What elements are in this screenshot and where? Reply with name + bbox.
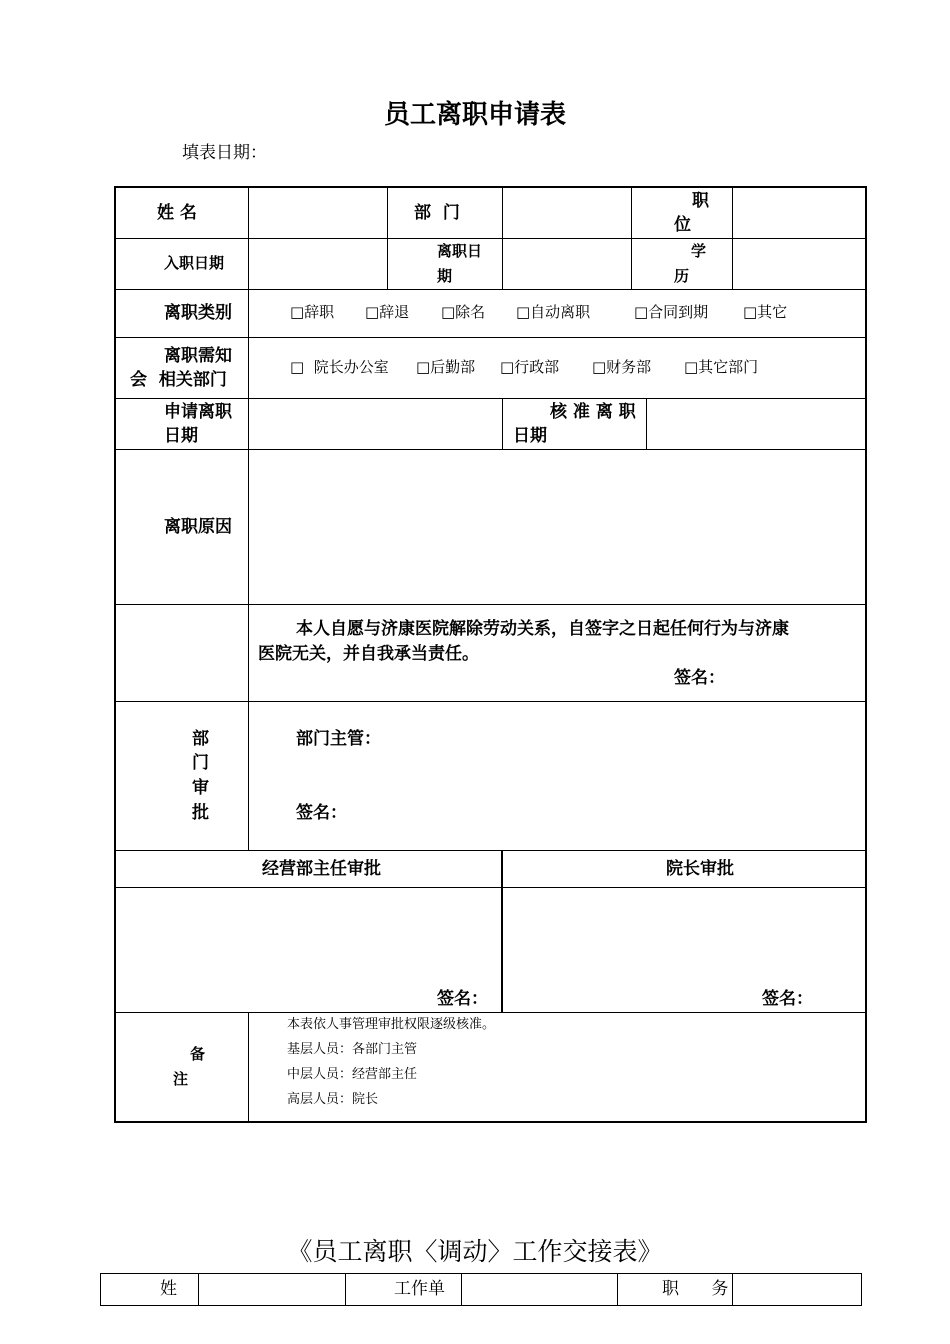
education-field[interactable] bbox=[738, 246, 860, 282]
notify-president-office-checkbox[interactable]: □ 院长办公室 bbox=[290, 358, 389, 376]
handover-form-title: 《员工离职〈调动〉工作交接表》 bbox=[287, 1237, 663, 1266]
row-divider bbox=[115, 238, 866, 239]
leave-type-expelled-checkbox[interactable]: □除名 bbox=[441, 303, 486, 321]
approve-date-label: 核 准 离 职 bbox=[550, 402, 636, 422]
column-divider bbox=[248, 187, 249, 450]
apply-date-label: 申请离职 bbox=[164, 402, 232, 422]
leave-type-dismissed-checkbox[interactable]: □辞退 bbox=[365, 303, 410, 321]
signature-label: 签名： bbox=[674, 668, 725, 688]
remark-text: 高层人员：院长 bbox=[287, 1092, 379, 1107]
column-divider bbox=[198, 1273, 199, 1306]
form-border-left bbox=[114, 186, 116, 1122]
ops-director-approval-label: 经营部主任审批 bbox=[262, 859, 381, 879]
column-divider bbox=[617, 1273, 618, 1306]
handover-name-field[interactable] bbox=[203, 1277, 340, 1302]
form-border-top bbox=[114, 186, 867, 188]
fill-date-label: 填表日期： bbox=[182, 143, 267, 163]
name-field[interactable] bbox=[254, 198, 382, 232]
column-divider bbox=[502, 398, 503, 450]
column-divider bbox=[100, 1273, 101, 1306]
leave-reason-field[interactable] bbox=[254, 455, 860, 598]
leave-type-other-checkbox[interactable]: □其它 bbox=[743, 303, 788, 321]
name-label: 姓 名 bbox=[157, 203, 197, 223]
column-divider bbox=[732, 1273, 733, 1306]
notify-admin-checkbox[interactable]: □行政部 bbox=[500, 358, 560, 376]
leave-type-label: 离职类别 bbox=[164, 303, 232, 323]
dept-approval-label: 门 bbox=[192, 753, 209, 773]
form-border-bottom bbox=[114, 1121, 867, 1123]
leave-type-contract-end-checkbox[interactable]: □合同到期 bbox=[634, 303, 709, 321]
remark-text: 基层人员：各部门主管 bbox=[287, 1042, 418, 1057]
position-field[interactable] bbox=[738, 198, 860, 232]
row-divider bbox=[115, 449, 866, 450]
position-label: 职 bbox=[692, 191, 709, 211]
handover-work-unit-field[interactable] bbox=[466, 1277, 612, 1302]
column-divider bbox=[501, 850, 503, 1013]
join-date-label: 入职日期 bbox=[164, 254, 225, 272]
column-divider bbox=[502, 187, 503, 290]
signature-label: 签名： bbox=[296, 803, 347, 823]
row-divider bbox=[115, 887, 866, 888]
row-divider bbox=[115, 604, 866, 605]
declaration-text: 本人自愿与济康医院解除劳动关系，自签字之日起任何行为与济康 bbox=[296, 619, 789, 639]
handover-duty-field[interactable] bbox=[737, 1277, 856, 1302]
join-date-field[interactable] bbox=[254, 246, 382, 282]
form-border-right bbox=[865, 186, 867, 1122]
handover-name-label: 姓 bbox=[160, 1279, 177, 1299]
column-divider bbox=[646, 398, 647, 450]
apply-date-label: 日期 bbox=[164, 426, 198, 446]
column-divider bbox=[248, 449, 249, 851]
row-divider bbox=[100, 1305, 862, 1306]
handover-duty-label: 职 务 bbox=[662, 1279, 729, 1299]
notify-logistics-checkbox[interactable]: □后勤部 bbox=[416, 358, 476, 376]
column-divider bbox=[248, 1012, 249, 1122]
column-divider bbox=[631, 187, 632, 290]
column-divider bbox=[461, 1273, 462, 1306]
page-title: 员工离职申请表 bbox=[383, 100, 566, 130]
remark-label: 备 bbox=[190, 1045, 206, 1063]
dept-approval-label: 审 bbox=[192, 778, 209, 798]
row-divider bbox=[115, 701, 866, 702]
department-field[interactable] bbox=[508, 198, 626, 232]
leave-date-label: 期 bbox=[437, 267, 453, 285]
column-divider bbox=[345, 1273, 346, 1306]
column-divider bbox=[732, 187, 733, 290]
approve-date-field[interactable] bbox=[652, 404, 860, 444]
leave-reason-label: 离职原因 bbox=[164, 517, 232, 537]
row-divider bbox=[115, 337, 866, 338]
signature-label: 签名： bbox=[762, 989, 813, 1009]
handover-work-unit-label: 工作单 bbox=[394, 1279, 445, 1299]
remark-text: 中层人员：经营部主任 bbox=[287, 1067, 418, 1082]
dept-approval-label: 批 bbox=[192, 803, 209, 823]
row-divider bbox=[115, 850, 866, 851]
row-divider bbox=[115, 398, 866, 399]
column-divider bbox=[861, 1273, 862, 1306]
dept-supervisor-label: 部门主管： bbox=[296, 729, 381, 749]
declaration-text: 医院无关，并自我承当责任。 bbox=[258, 644, 479, 664]
position-label: 位 bbox=[674, 215, 691, 235]
leave-type-resign-checkbox[interactable]: □辞职 bbox=[290, 303, 335, 321]
column-divider bbox=[387, 187, 388, 290]
signature-label: 签名： bbox=[437, 989, 488, 1009]
remark-label: 注 bbox=[173, 1070, 189, 1088]
notify-departments-label: 离职需知 bbox=[164, 346, 232, 366]
row-divider bbox=[115, 1012, 866, 1013]
apply-date-field[interactable] bbox=[254, 404, 497, 444]
remark-text: 本表依人事管理审批权限逐级核准。 bbox=[287, 1017, 496, 1032]
notify-other-checkbox[interactable]: □其它部门 bbox=[684, 358, 759, 376]
dept-approval-label: 部 bbox=[192, 729, 209, 749]
notify-finance-checkbox[interactable]: □财务部 bbox=[592, 358, 652, 376]
education-label: 学 bbox=[691, 242, 707, 260]
leave-type-voluntary-checkbox[interactable]: □自动离职 bbox=[516, 303, 591, 321]
notify-departments-label: 会 相关部门 bbox=[130, 370, 227, 390]
leave-date-label: 离职日 bbox=[437, 242, 483, 260]
department-label: 部 门 bbox=[414, 203, 460, 223]
president-approval-label: 院长审批 bbox=[666, 859, 734, 879]
approve-date-label: 日期 bbox=[513, 426, 547, 446]
leave-date-field[interactable] bbox=[508, 246, 626, 282]
row-divider bbox=[115, 289, 866, 290]
form-border-top bbox=[100, 1273, 862, 1274]
education-label: 历 bbox=[674, 267, 690, 285]
